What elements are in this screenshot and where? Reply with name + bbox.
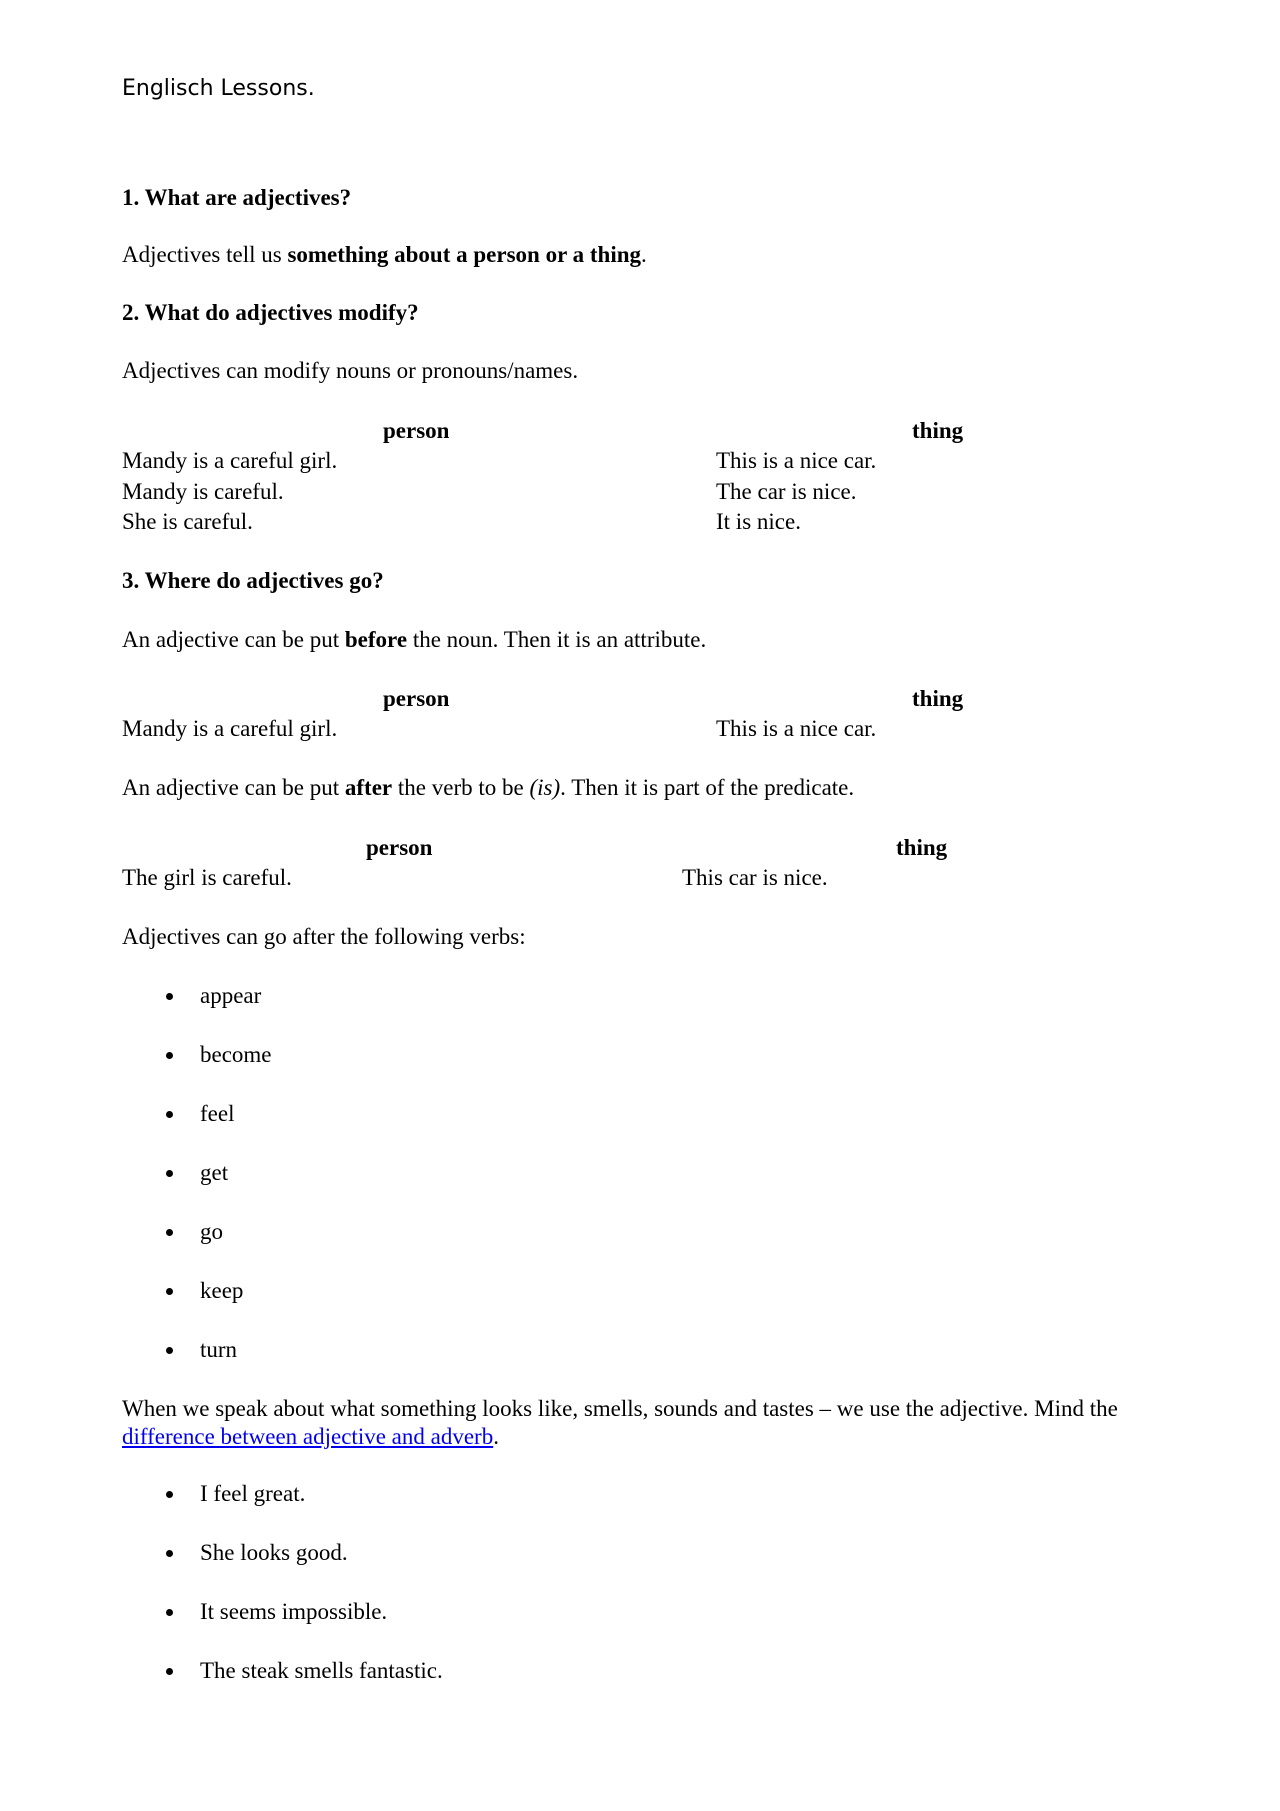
- bullet-icon: [166, 1491, 173, 1498]
- verbs-intro: Adjectives can go after the following verbs:: [122, 924, 526, 949]
- section-3-heading: 3. Where do adjectives go?: [122, 568, 384, 593]
- table-cell-thing: It is nice.: [716, 509, 801, 534]
- list-item: feel: [200, 1101, 235, 1126]
- section-1-heading: 1. What are adjectives?: [122, 185, 352, 210]
- para-text: An adjective can be put: [122, 627, 345, 652]
- para-bold-text: before: [344, 627, 408, 652]
- table-cell-person: Mandy is a careful girl.: [122, 448, 338, 473]
- para-text: . Then it is part of the predicate.: [560, 775, 855, 800]
- para-italic-text: (is): [529, 775, 561, 800]
- section-2-paragraph: Adjectives can modify nouns or pronouns/names.: [122, 358, 579, 383]
- senses-paragraph: When we speak about what something looks like, smells, sounds and tastes – we use the adjective. Mind the: [122, 1396, 1118, 1421]
- para-bold-text: something about a person or a thing: [287, 242, 642, 267]
- list-item: get: [200, 1160, 229, 1185]
- after-paragraph: [122, 776, 854, 799]
- table-header-thing: thing: [912, 686, 964, 711]
- list-item: turn: [200, 1337, 238, 1362]
- table-header-thing: thing: [912, 418, 964, 443]
- adjective-adverb-link[interactable]: difference between adjective and adverb: [122, 1424, 494, 1449]
- para-text: the noun. Then it is an attribute.: [407, 627, 707, 652]
- bullet-icon: [166, 1052, 173, 1059]
- table-header-person: person: [383, 418, 450, 443]
- list-item: keep: [200, 1278, 244, 1303]
- section-1-paragraph: [122, 243, 647, 266]
- para-bold-text: after: [344, 775, 393, 800]
- table-cell-thing: The car is nice.: [716, 479, 857, 504]
- list-item: The steak smells fantastic.: [200, 1658, 443, 1683]
- table-cell-thing: This is a nice car.: [716, 716, 877, 741]
- table-cell-person: She is careful.: [122, 509, 253, 534]
- table-cell-thing: This is a nice car.: [716, 448, 877, 473]
- bullet-icon: [166, 1288, 173, 1295]
- bullet-icon: [166, 1229, 173, 1236]
- table-cell-thing: This car is nice.: [682, 865, 828, 890]
- bullet-icon: [166, 1347, 173, 1354]
- table-header-person: person: [383, 686, 450, 711]
- bullet-icon: [166, 1609, 173, 1616]
- para-text: .: [641, 242, 647, 267]
- list-item: become: [200, 1042, 272, 1067]
- para-text: the verb to be: [392, 775, 530, 800]
- table-cell-person: Mandy is careful.: [122, 479, 284, 504]
- document-header: Englisch Lessons.: [122, 76, 315, 101]
- list-item: I feel great.: [200, 1481, 306, 1506]
- before-paragraph: [122, 628, 706, 651]
- table-cell-person: The girl is careful.: [122, 865, 292, 890]
- list-item: She looks good.: [200, 1540, 348, 1565]
- bullet-icon: [166, 1111, 173, 1118]
- list-item: appear: [200, 983, 262, 1008]
- section-2-heading: 2. What do adjectives modify?: [122, 300, 419, 325]
- list-item: go: [200, 1219, 223, 1244]
- list-item: It seems impossible.: [200, 1599, 388, 1624]
- table-header-person: person: [366, 835, 433, 860]
- para-text: Adjectives tell us: [122, 242, 288, 267]
- para-text: An adjective can be put: [122, 775, 345, 800]
- table-cell-person: Mandy is a careful girl.: [122, 716, 338, 741]
- senses-link-line: [122, 1425, 499, 1448]
- bullet-icon: [166, 993, 173, 1000]
- para-text: .: [493, 1424, 499, 1449]
- bullet-icon: [166, 1668, 173, 1675]
- table-header-thing: thing: [896, 835, 948, 860]
- bullet-icon: [166, 1550, 173, 1557]
- bullet-icon: [166, 1170, 173, 1177]
